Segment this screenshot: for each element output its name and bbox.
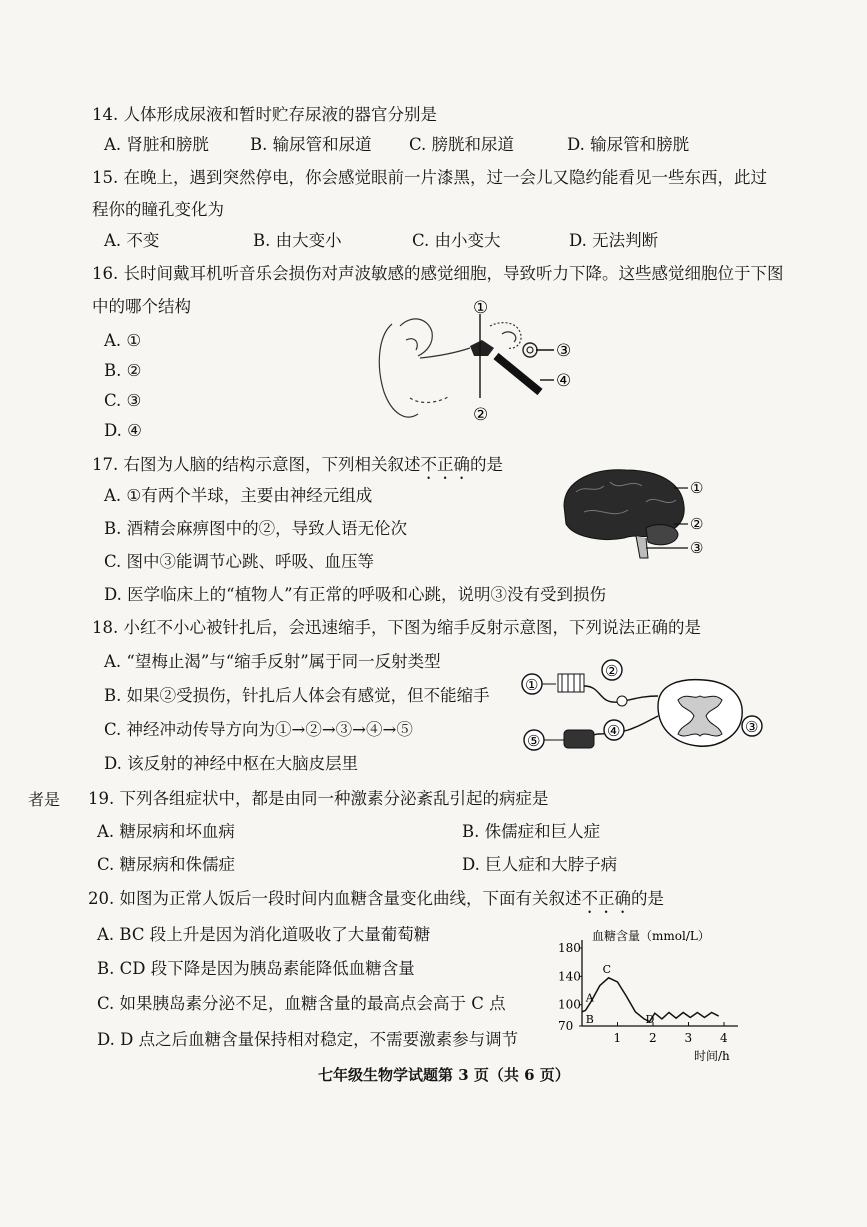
q15-stem-line1: 15. 在晚上，遇到突然停电，你会感觉眼前一片漆黑，过一会儿又隐约能看见一些东西，此过 (92, 168, 767, 187)
q15-option-c[interactable]: C. 由小变大 (412, 231, 501, 250)
q15-stem-line2: 程你的瞳孔变化为 (92, 200, 224, 219)
q16-option-b[interactable]: B. ② (104, 361, 142, 380)
q20-stem-emphasis: 不正确 (581, 889, 631, 908)
q16-option-a[interactable]: A. ① (104, 331, 142, 350)
point-label-a: A (585, 991, 594, 1005)
y-tick-label-0: 70 (558, 1019, 574, 1033)
q20-stem-post: 的是 (631, 889, 664, 908)
q14-option-c[interactable]: C. 膀胱和尿道 (409, 135, 515, 154)
q16-option-d[interactable]: D. ④ (104, 421, 142, 440)
y-tick-label-2: 140 (558, 969, 581, 984)
point-label-b: B (585, 1013, 594, 1026)
brain-label-2: ② (690, 515, 704, 533)
q14-option-b[interactable]: B. 输尿管和尿道 (250, 135, 372, 154)
q19-option-a[interactable]: A. 糖尿病和坏血病 (97, 822, 235, 841)
x-tick-label-0: 1 (613, 1031, 622, 1045)
reflex-label-4: ④ (607, 722, 621, 740)
brain-label-1: ① (690, 479, 704, 497)
brain-diagram (554, 462, 714, 566)
q17-stem (92, 454, 503, 483)
semicircular-canals (490, 323, 521, 349)
reflex-label-3: ③ (745, 718, 759, 736)
ear-outer-outline (379, 324, 418, 417)
q20-stem-pre: 20. 如图为正常人饭后一段时间内血糖含量变化曲线，下面有关叙述 (88, 889, 582, 908)
margin-note: 者是 (28, 790, 61, 809)
page-footer: 七年级生物学试题第 3 页（共 6 页） (318, 1066, 570, 1084)
ear-pinna-inner (406, 339, 417, 350)
q19-option-d[interactable]: D. 巨人症和大脖子病 (462, 855, 618, 874)
x-tick-label-1: 2 (649, 1031, 657, 1045)
ear-label-3: ③ (556, 341, 572, 361)
q17-stem-emphasis: 不正确 (420, 455, 470, 474)
reflex-label-5: ⑤ (527, 732, 541, 750)
q17-stem-post: 的是 (470, 455, 503, 474)
brainstem (636, 536, 648, 558)
q18-option-b[interactable]: B. 如果②受损伤，针扎后人体会有感觉，但不能缩手 (104, 686, 490, 705)
q20-option-a[interactable]: A. BC 段上升是因为消化道吸收了大量葡萄糖 (97, 925, 431, 944)
q19-option-b[interactable]: B. 侏儒症和巨人症 (462, 822, 601, 841)
q17-option-d[interactable]: D. 医学临床上的“植物人”有正常的呼吸和心跳，说明③没有受到损伤 (104, 585, 607, 604)
q14-option-d[interactable]: D. 输尿管和膀胱 (567, 135, 690, 154)
q16-stem-line2: 中的哪个结构 (92, 297, 191, 316)
x-tick-label-2: 3 (684, 1031, 693, 1045)
ear-label-1: ① (473, 298, 489, 318)
ear-lobe-hatching (410, 396, 450, 402)
cochlea-inner (527, 347, 533, 353)
cochlea (523, 343, 537, 357)
q19-option-c[interactable]: C. 糖尿病和侏儒症 (97, 855, 236, 874)
q17-option-c[interactable]: C. 图中③能调节心跳、呼吸、血压等 (104, 552, 375, 571)
chart-ylabel: 血糖含量（mmol/L） (592, 929, 710, 943)
chart-xlabel: 时间/h (694, 1049, 730, 1063)
q20-option-d[interactable]: D. D 点之后血糖含量保持相对稳定，不需要激素参与调节 (97, 1030, 519, 1049)
x-tick-label-3: 4 (720, 1031, 728, 1045)
blood-glucose-chart (544, 924, 754, 1064)
q20-option-b[interactable]: B. CD 段下降是因为胰岛素能降低血糖含量 (97, 959, 415, 978)
point-label-c: C (602, 962, 612, 976)
ear-pinna-fold (400, 319, 432, 356)
q16-option-c[interactable]: C. ③ (104, 391, 142, 410)
effector-muscle (564, 730, 594, 748)
ear-diagram (370, 296, 590, 428)
cerebellum (646, 525, 678, 545)
point-label-d: D (645, 1013, 655, 1026)
middle-ear-ossicles (470, 340, 494, 356)
reflex-label-1: ① (525, 676, 539, 694)
ear-label-4: ④ (556, 371, 572, 391)
q15-option-d[interactable]: D. 无法判断 (569, 231, 659, 250)
brain-label-3: ③ (690, 539, 704, 557)
q16-stem-line1: 16. 长时间戴耳机听音乐会损伤对声波敏感的感觉细胞，导致听力下降。这些感觉细胞位于下图 (92, 264, 784, 283)
ear-label-2: ② (473, 405, 489, 425)
eustachian-tube (496, 356, 540, 392)
reflex-arc-diagram (518, 656, 766, 754)
semicircular-canal-inner (502, 332, 516, 342)
q15-option-a[interactable]: A. 不变 (104, 231, 160, 250)
q15-option-b[interactable]: B. 由大变小 (253, 231, 342, 250)
q14-option-a[interactable]: A. 肾脏和膀胱 (104, 135, 209, 154)
reflex-label-2: ② (605, 662, 619, 680)
q20-option-c[interactable]: C. 如果胰岛素分泌不足，血糖含量的最高点会高于 C 点 (97, 994, 506, 1013)
y-tick-label-3: 180 (558, 941, 581, 955)
q14-stem: 14. 人体形成尿液和暂时贮存尿液的器官分别是 (92, 105, 437, 124)
q18-option-a[interactable]: A. “望梅止渴”与“缩手反射”属于同一反射类型 (104, 652, 441, 671)
q18-option-c[interactable]: C. 神经冲动传导方向为①→②→③→④→⑤ (104, 720, 413, 739)
q17-option-b[interactable]: B. 酒精会麻痹图中的②，导致人语无伦次 (104, 519, 408, 538)
q18-stem: 18. 小红不小心被针扎后，会迅速缩手，下图为缩手反射示意图，下列说法正确的是 (92, 618, 701, 637)
q19-stem: 19. 下列各组症状中，都是由同一种激素分泌紊乱引起的病症是 (88, 789, 549, 808)
ganglion (617, 696, 627, 706)
q20-stem (88, 888, 664, 917)
q17-option-a[interactable]: A. ①有两个半球，主要由神经元组成 (104, 486, 373, 505)
q17-stem-pre: 17. 右图为人脑的结构示意图，下列相关叙述 (92, 455, 421, 474)
q18-option-d[interactable]: D. 该反射的神经中枢在大脑皮层里 (104, 754, 359, 773)
y-tick-label-1: 100 (558, 997, 581, 1012)
